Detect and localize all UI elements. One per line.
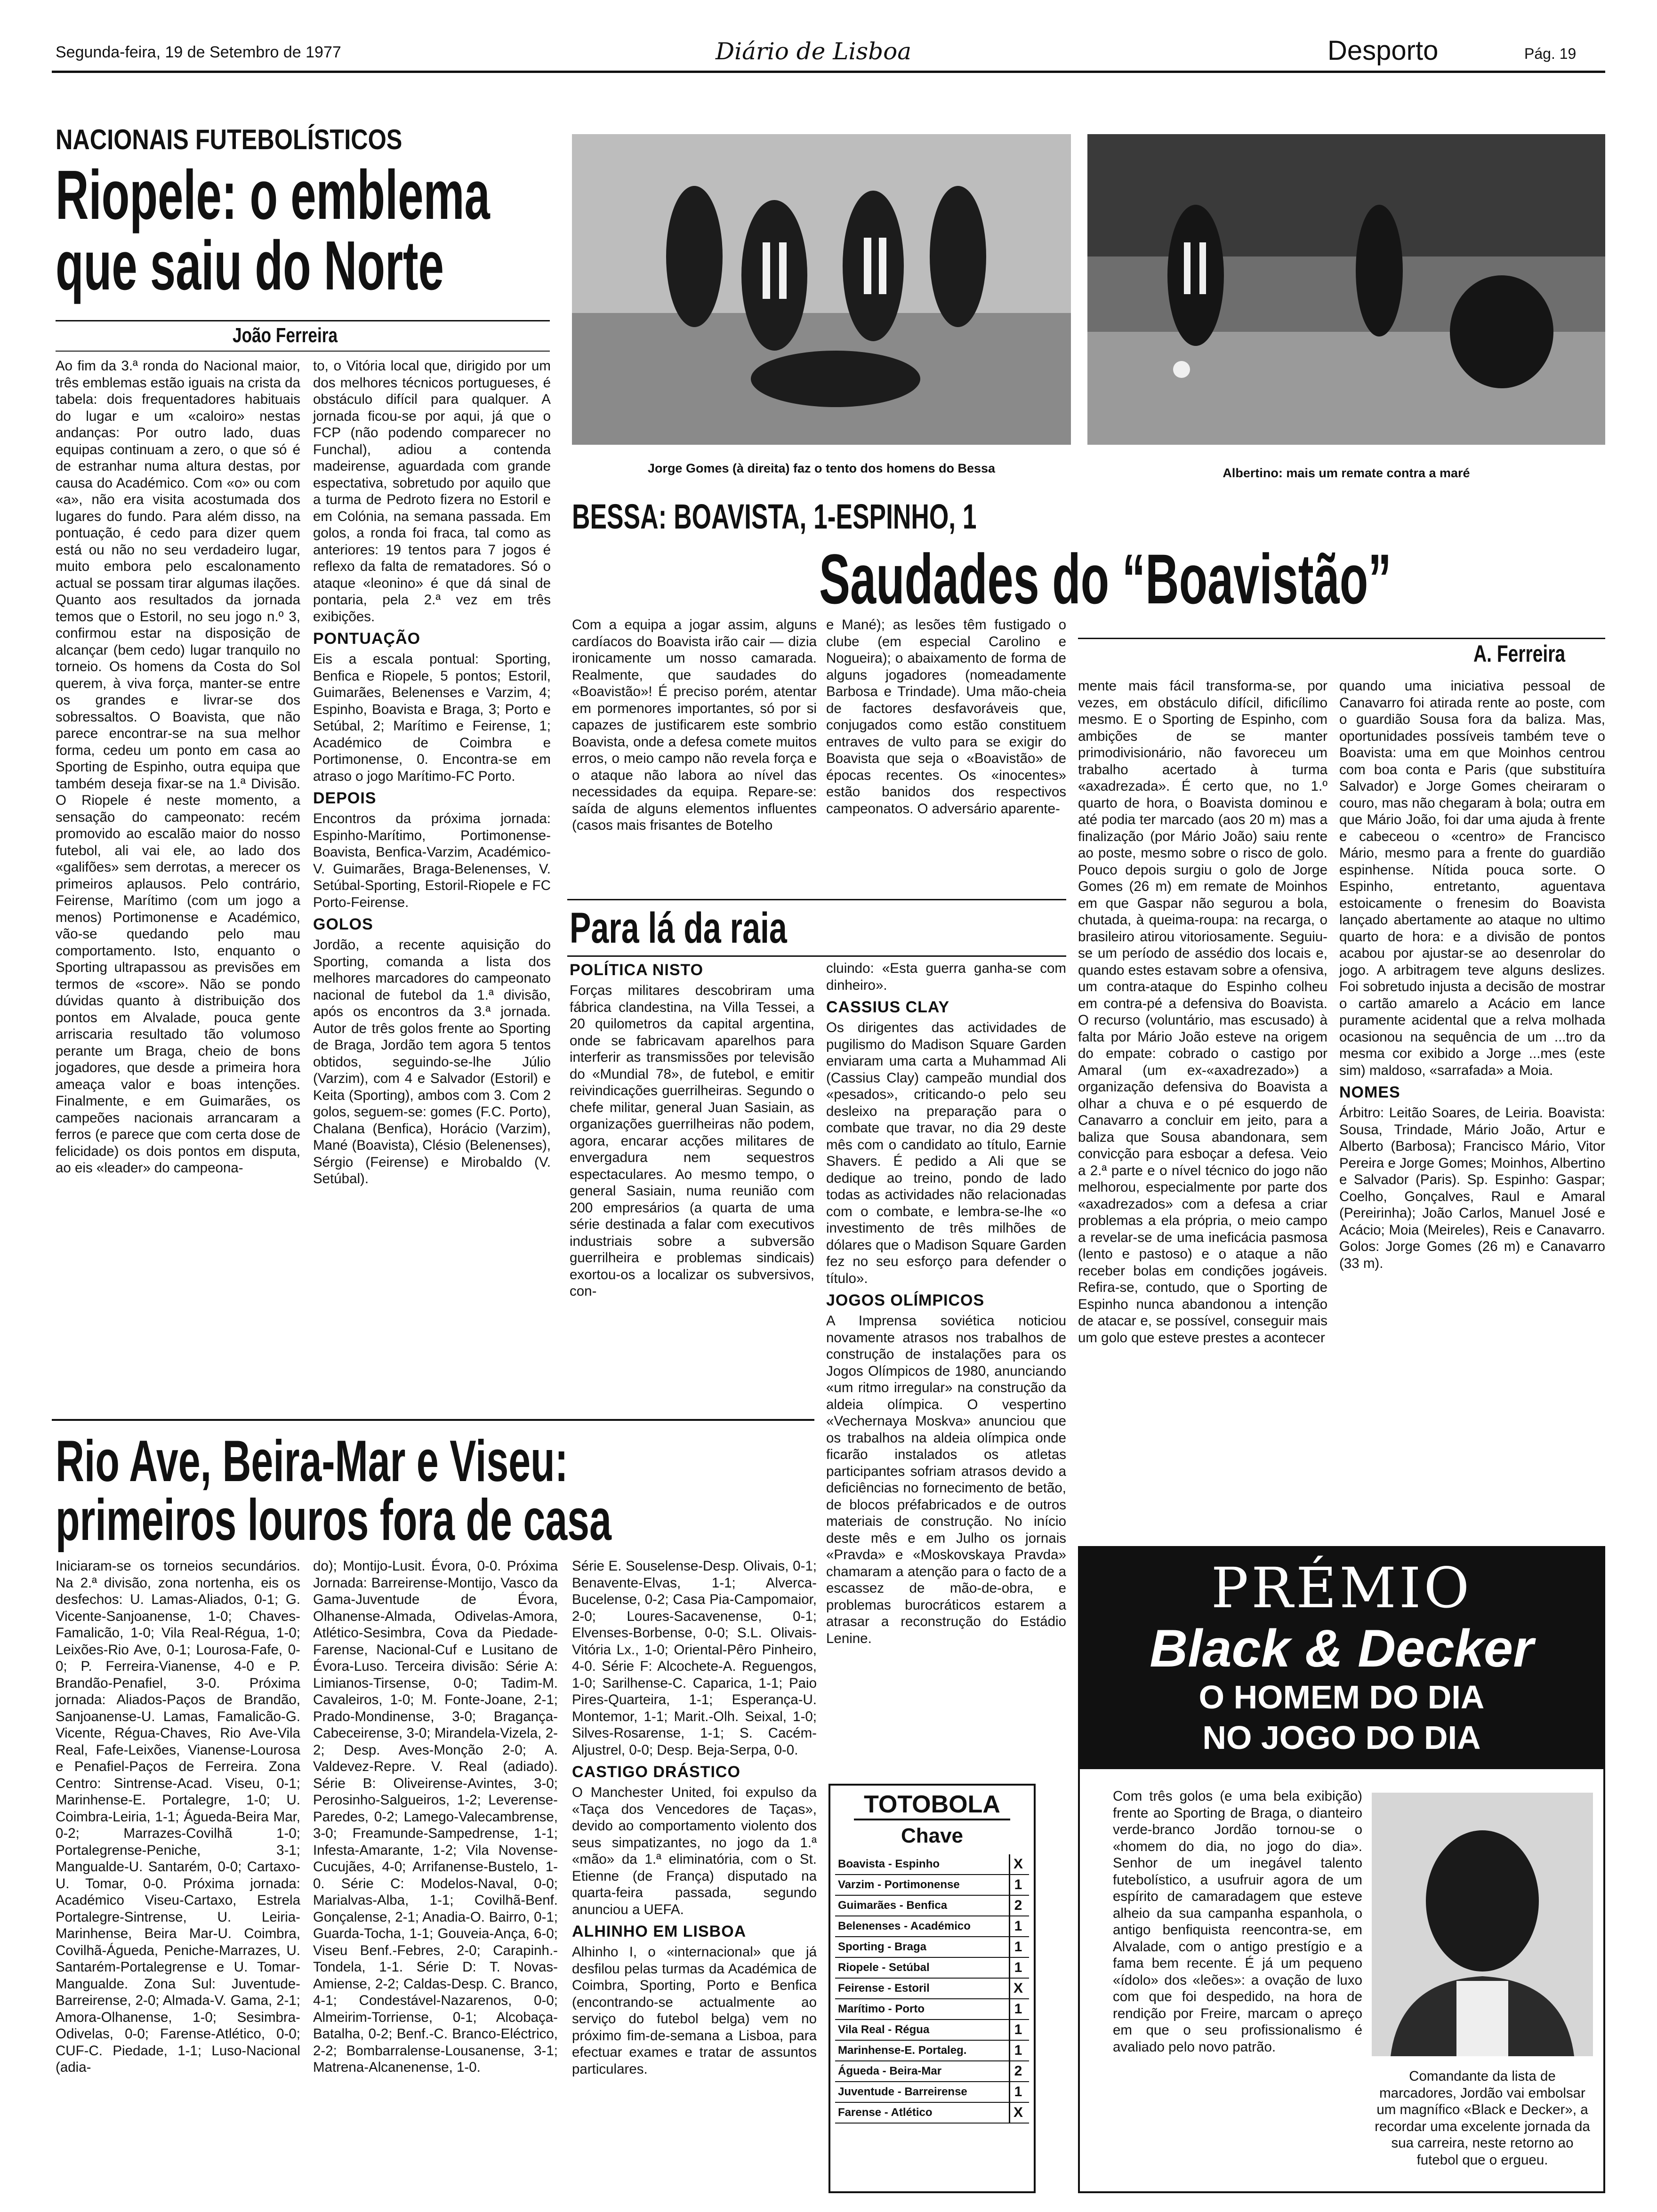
article2-column-4-text: quando uma iniciativa pessoal de Canavarro foi atirada rente ao poste, com o guardião Sousa fora da baliza. Mas, oportunidades possíveis também teve o Boavista: uma em que Moinhos centrou com boa conta e Paris (que substituíra Salvador) e Jorge Gomes cheiraram o couro, mas não chegaram à bola; outra em que Mário João, foi dar uma ajuda à frente e cabeceou o «centro» de Francisco Mário, mesmo para a frente do guardião espinhense. Nítida pouca sorte. O Espinho, entretanto, aguentava estoicamente o frenesim do Boavista lançado abertamente ao ataque no ultimo quarto de hora: e a divisão de pontos acabou por ajustar-se ao desenrolar do jogo. A arbitragem teve alguns deslizes. Foi sobretudo injusta a decisão de mostrar o cartão amarelo a Acácio em lance puramente acidental que a relva molhada ocasionou na sequência de um ...tro da mesma cor exibido a Jorge ...mes (este sim) maldoso, «sarrafada» a Moia. bbox=[1339, 678, 1605, 1078]
totobola-mark: X bbox=[1009, 2103, 1026, 2123]
article2-byline-rule bbox=[1078, 638, 1605, 639]
article1-subhead-golos: GOLOS bbox=[313, 915, 373, 933]
ad-line2: O HOMEM DO DIA bbox=[1199, 1679, 1485, 1715]
masthead-page-number: Pág. 19 bbox=[1524, 45, 1577, 62]
article3-column-2-text-c: A Imprensa soviética noticiou novamente atrasos nos trabalhos de construção de instalações para os Jogos Olímpicos de 1980, anunciando «um ritmo irregular» na construção da aldeia olímpica. O vespertino «Vechernaya Moskva» anunciou que os trabalhos na aldeia olímpica onde ficarão instalados os atletas participantes sofriam atrasos devido a deficiências no fornecimento de betão, de blocos préfabricados e de outros materiais de construção. No início deste mês e em Julho os jornais «Pravda» e «Moskovskaya Pravda» chamaram a atenção para o facto de a escassez de mão-de-obra, e problemas burocráticos estarem a atrasar a reconstrução do Estádio Lenine. bbox=[826, 1313, 1066, 1646]
ad-header bbox=[1080, 1548, 1603, 1769]
totobola-mark: 1 bbox=[1009, 1999, 1026, 2019]
masthead-date: Segunda-feira, 19 de Setembro de 1977 bbox=[56, 43, 341, 61]
totobola-mark: 1 bbox=[1009, 1916, 1026, 1936]
totobola-game: Belenenses - Académico bbox=[838, 1920, 971, 1932]
ad-line3: NO JOGO DO DIA bbox=[1202, 1719, 1481, 1756]
totobola-game: Águeda - Beira-Mar bbox=[838, 2065, 942, 2077]
totobola-game: Sporting - Braga bbox=[838, 1940, 927, 1953]
totobola-box bbox=[828, 1784, 1036, 2193]
totobola-row bbox=[835, 1916, 1029, 1937]
totobola-row bbox=[835, 2082, 1029, 2103]
totobola-row bbox=[835, 2020, 1029, 2041]
totobola-mark: 1 bbox=[1009, 1875, 1026, 1895]
totobola-row bbox=[835, 1958, 1029, 1979]
article2-byline: A. Ferreira bbox=[1473, 641, 1566, 667]
article3-column-2-text-a: cluindo: «Esta guerra ganha-se com dinheiro». bbox=[826, 961, 1066, 993]
article4-column-2: do); Montijo-Lusit. Évora, 0-0. Próxima Jornada: Barreirense-Montijo, Vasco da Gama-Juventude de Évora, Olhanense-Almada, Odivelas-Amora, Atlético-Sesimbra, Cova da Piedade-Farense, Nacional-Cuf e Lusitano de Évora-Luso. Terceira divisão: Série A: Limianos-Tirsense, 0-0; Tadim-M. Cavaleiros, 1-0; M. Fonte-Joane, 2-1; Prado-Mondinense, 3-0; Bragança-Cabeceirense, 3-0; Mirandela-Vizela, 2-2; Desp. Aves-Monção 2-0; A. Valdevez-Repre. V. Real (adiado). Série B: Oliveirense-Avintes, 3-0; Perosinho-Salgueiros, 1-2; Leverense-Paredes, 0-2; Lamego-Valecambrense, 3-0; Freamunde-Sampedrense, 1-1; Infesta-Amarante, 1-2; Vila Novense-Cucujães, 4-0; Arrifanense-Bustelo, 1-0. Série C: Modelos-Naval, 0-0; Marialvas-Alba, 1-1; Covilhã-Benf. Gonçalense, 2-1; Anadia-O. Bairro, 0-1; Guarda-Tocha, 1-1; Gouveia-Ança, 6-0; Viseu Benf.-Febres, 2-0; Carapinh.-Tondela, 1-1. Série D: T. Novas-Amiense, 2-2; Caldas-Desp. C. Branco, 4-1; Condestável-Nazarenos, 0-0; Almeirim-Torriense, 0-1; Alcobaça-Batalha, 0-2; Benf.-C. Branco-Eléctrico, 2-2; Bombarralense-Lousanense, 3-1; Matrena-Alcanenense, 1-0. bbox=[313, 1558, 558, 2075]
totobola-game: Farense - Atlético bbox=[838, 2106, 933, 2119]
totobola-row bbox=[835, 1999, 1029, 2020]
totobola-game: Boavista - Espinho bbox=[838, 1858, 940, 1870]
masthead-rule bbox=[52, 71, 1605, 73]
totobola-row bbox=[835, 1937, 1029, 1958]
photo-jorge-gomes-image bbox=[572, 134, 1071, 445]
totobola-game: Marinhense-E. Portaleg. bbox=[838, 2044, 967, 2057]
article1-kicker: NACIONAIS FUTEBOLÍSTICOS bbox=[56, 124, 402, 155]
article4-column-3-text-c: Alhinho I, o «internacional» que já desfilou pelas turmas da Académica de Coimbra, Sporting, Porto e Benfica (encontrando-se actualmente ao serviço do futebol belga) vem no próximo fim-de-semana a Lisboa, para efectuar exames e tratar de assuntos particulares. bbox=[572, 1944, 817, 2077]
totobola-row bbox=[835, 1854, 1029, 1875]
ad-jordao-photo bbox=[1372, 1793, 1593, 2056]
totobola-mark: 1 bbox=[1009, 1958, 1026, 1978]
photo-jorge-gomes-caption: Jorge Gomes (à direita) faz o tento dos homens do Bessa bbox=[647, 461, 996, 475]
article3-column-1-text: Forças militares descobriram uma fábrica clandestina, na Villa Tessei, a 20 quilometros da capital argentina, onde se fabricavam aparelhos para interferir as transmissões por televisão do «Mundial 78», de futebol, e emitir reivindicações guerrilheiras. Segundo o chefe militar, general Juan Sasiain, as organizações guerrilheiras não podem, agora, encarar acções militares de envergadura nem sequestros espectaculares. Ao mesmo tempo, o general Sasiain, numa reunião com 200 empresários (a quarta de uma série destinada a falar com executivos industriais sobre a subversão guerrilheira e problemas sindicais) exortou-os a localizar os subversivos, con- bbox=[570, 983, 814, 1299]
article2-column-2: e Mané); as lesões têm fustigado o clube (em especial Carolino e Nogueira); o abaixamento de forma de alguns jogadores (nomeadamente Barbosa e Trindade). Uma mão-cheia de factores desfavoráveis que, conjugados como estão constituem entraves de vulto para se exigir do Boavista que seja o «Boavistão» de épocas recentes. Os «inocentes» estão banidos dos respectivos campeonatos. O adversário aparente- bbox=[826, 617, 1066, 817]
article2-nomes-text: Árbitro: Leitão Soares, de Leiria. Boavista: Sousa, Trindade, Mário João, Artur e Alberto (Barbosa); Francisco Mário, Vitor Pereira e Jorge Gomes; Moinhos, Albertino e Salvador (Paris). Sp. Espinho: Gaspar; Coelho, Gonçalves, Raul e Amaral (Pereirinha); João Carlos, Manuel José e Acácio; Moia (Meireles), Reis e Canavarro. Golos: Jorge Gomes (26 m) e Canavarro (33 m). bbox=[1339, 1105, 1605, 1271]
totobola-row bbox=[835, 1875, 1029, 1896]
article3-column-2 bbox=[826, 960, 1066, 1646]
ad-line1: PRÉMIO bbox=[1211, 1555, 1472, 1620]
article1-byline-rule-bottom bbox=[56, 351, 550, 352]
article1-headline-line2: que saiu do Norte bbox=[56, 227, 444, 305]
totobola-game: Guimarães - Benfica bbox=[838, 1899, 948, 1912]
article3-subhead-cassius: CASSIUS CLAY bbox=[826, 998, 950, 1016]
totobola-mark: 2 bbox=[1009, 2061, 1026, 2081]
article2-column-4 bbox=[1339, 678, 1605, 1534]
article3-subhead-politica: POLÍTICA NISTO bbox=[570, 961, 704, 979]
totobola-game: Vila Real - Régua bbox=[838, 2023, 930, 2036]
ad-jordao-image bbox=[1372, 1793, 1593, 2056]
masthead-paper-name: Diário de Lisboa bbox=[716, 38, 912, 65]
article3-headline-rule bbox=[567, 955, 1066, 957]
article4-subhead-alhinho: ALHINHO EM LISBOA bbox=[572, 1923, 747, 1940]
totobola-title: TOTOBOLA bbox=[854, 1790, 1010, 1820]
article4-subhead-castigo: CASTIGO DRÁSTICO bbox=[572, 1763, 740, 1781]
article2-kicker: BESSA: BOAVISTA, 1-ESPINHO, 1 bbox=[572, 497, 977, 536]
article1-column-2-text-b: Eis a escala pontual: Sporting, Benfica e Riopele, 5 pontos; Estoril, Guimarães, Belenenses e Varzim, 4; Espinho, Boavista e Braga, 3; Porto e Setúbal, 2; Marítimo e Feirense, 1; Académico de Coimbra e Portimonense, 0. Encontra-se em atraso o jogo Marítimo-FC Porto. bbox=[313, 651, 551, 784]
totobola-mark: 1 bbox=[1009, 2041, 1026, 2060]
article1-subhead-depois: DEPOIS bbox=[313, 789, 377, 807]
totobola-game: Varzim - Portimonense bbox=[838, 1878, 960, 1891]
totobola-game: Marítimo - Porto bbox=[838, 2003, 925, 2015]
article1-byline-rule bbox=[56, 320, 550, 321]
photo-albertino-image bbox=[1087, 134, 1605, 445]
article3-column-1 bbox=[570, 960, 814, 1431]
totobola-row bbox=[835, 1896, 1029, 1916]
article1-subhead-pontuacao: PONTUAÇÃO bbox=[313, 630, 421, 648]
article4-headline-line2: primeiros louros fora de casa bbox=[56, 1488, 611, 1553]
ad-brand: Black & Decker bbox=[1150, 1619, 1534, 1678]
totobola-subtitle: Chave bbox=[901, 1824, 964, 1847]
article1-column-2-text-a: to, o Vitória local que, dirigido por um dos melhores técnicos portugueses, é obstáculo difícil para qualquer. A jornada ficou-se por aqui, já que o FCP (não podendo comparecer no Funchal), adiou a contenda madeirense, aguardada com grande espectativa, sobretudo por aquilo que a turma de Pedroto fizera no Estoril e em Colónia, na semana passada. Em golos, a ronda foi fraca, tal como as anteriores: 19 tentos para 7 jogos é reflexo da falta de rematadores. Só o ataque «leonino» é que dá sinal de pontaria, pela 2.ª vez em três exibições. bbox=[313, 358, 551, 625]
totobola-row bbox=[835, 2103, 1029, 2124]
article3-top-rule bbox=[567, 899, 1066, 900]
ad-body: Com três golos (e uma bela exibição) frente ao Sporting de Braga, o dianteiro verde-branco Jordão tornou-se o «homem do dia, no jogo do dia». Senhor de um inegável talento futebolístico, a usufruir agora de um espírito de camaradagem que esteve alheio da sua campanha espanhola, o antigo benfiquista reencontra-se, em Alvalade, com o antigo prestígio e a fama bem recente. É já um pequeno «ídolo» dos «leões»: a ovação de luxo com que foi despedido, na hora de rendição por Freire, marcam o apreço em que o seu profissionalismo é avaliado pelo novo patrão. bbox=[1113, 1788, 1362, 2055]
article3-headline: Para lá da raia bbox=[570, 904, 787, 952]
photo-albertino-caption: Albertino: mais um remate contra a maré bbox=[1223, 466, 1470, 480]
totobola-mark: 2 bbox=[1009, 1896, 1026, 1915]
article3-column-2-text-b: Os dirigentes das actividades de pugilismo do Madison Square Garden enviaram uma carta a Muhammad Ali (Cassius Clay) campeão mundial dos «pesados», criticando-o pelo seu desleixo na preparação para o combate que travar, no dia 29 deste mês com o candidato ao título, Earnie Shavers. É pedido a Ali que se dedique ao treino, pondo de lado todas as actividades não relacionadas com o combate, e lembra-se-lhe «o investimento de três milhões de dólares que o Madison Square Garden fez no seu esforço para defender o título». bbox=[826, 1020, 1066, 1286]
article2-subhead-nomes: NOMES bbox=[1339, 1083, 1400, 1101]
photo-albertino bbox=[1087, 134, 1605, 445]
totobola-mark: X bbox=[1009, 1854, 1026, 1874]
totobola-mark: X bbox=[1009, 1979, 1026, 1998]
article4-column-3 bbox=[572, 1558, 817, 2198]
ad-black-decker bbox=[1078, 1546, 1605, 2193]
totobola-game: Juventude - Barreirense bbox=[838, 2085, 967, 2098]
totobola-row bbox=[835, 1979, 1029, 1999]
article4-headline-line1: Rio Ave, Beira-Mar e Viseu: bbox=[56, 1429, 568, 1494]
article1-column-2-text-c: Encontros da próxima jornada: Espinho-Marítimo, Portimonense-Boavista, Benfica-Varzim, Académico-V. Guimarães, Braga-Belenenses, V. Setúbal-Sporting, Estoril-Riopele e FC Porto-Feirense. bbox=[313, 811, 551, 910]
article2-headline: Saudades do “Boavistão” bbox=[819, 539, 1392, 618]
totobola-list bbox=[835, 1854, 1029, 2124]
article1-column-2-text-d: Jordão, a recente aquisição do Sporting, comanda a lista dos melhores marcadores do campeonato nacional de futebol da 1.ª divisão, após os encontros da 3.ª jornada. Autor de três golos frente ao Sporting de Braga, Jordão tem agora 5 tentos obtidos, seguindo-se-lhe Júlio (Varzim), com 4 e Salvador (Estoril) e Keita (Sporting), ambos com 3. Com 2 golos, seguem-se: gomes (F.C. Porto), Chalana (Benfica), Horácio (Varzim), Mané (Boavista), Clésio (Belenenses), Sérgio (Feirense) e Mirobaldo (V. Setúbal). bbox=[313, 937, 551, 1186]
totobola-mark: 1 bbox=[1009, 1937, 1026, 1957]
article4-column-1: Iniciaram-se os torneios secundários. Na 2.ª divisão, zona nortenha, eis os desfechos: U. Lamas-Aliados, 0-1; G. Vicente-Sanjoanense, 1-0; Chaves-Famalicão, 1-0; Vila Real-Régua, 1-0; Leixões-Rio Ave, 0-1; Lourosa-Fafe, 0-0; P. Ferreira-Vianense, 4-0 e P. Brandão-Penafiel, 3-0. Próxima jornada: Aliados-Paços de Brandão, Sanjoanense-U. Lamas, Famalicão-G. Vicente, Régua-Chaves, Rio Ave-Vila Real, Fafe-Leixões, Vianense-Lourosa e Penafiel-Paços de Ferreira. Zona Centro: Sintrense-Acad. Viseu, 0-1; Marinhense-E. Portalegre, 1-0; U. Coimbra-Leiria, 1-1; Águeda-Beira Mar, 0-2; Marrazes-Covilhã 1-0; Portalegrense-Peniche, 3-1; Mangualde-U. Santarém, 0-0; Cartaxo-U. Tomar, 0-0. Próxima jornada: Académico Viseu-Cartaxo, Estrela Portalegre-Sintrense, U. Leiria-Marinhense, Beira Mar-U. Coimbra, Covilhã-Águeda, Peniche-Marrazes, U. Santarém-Portalegrense e U. Tomar-Mangualde. Zona Sul: Juventude-Barreirense, 2-0; Almada-V. Gama, 2-1; Amora-Olhanense, 1-0; Sesimbra-Odivelas, 0-0; Farense-Atlético, 0-0; CUF-C. Piedade, 1-1; Luso-Nacional (adia- bbox=[56, 1558, 300, 2075]
article1-byline: João Ferreira bbox=[233, 324, 338, 347]
article4-top-rule bbox=[52, 1419, 814, 1421]
article4-column-3-text-b: O Manchester United, foi expulso da «Taça dos Vencedores de Taças», devido ao comportamento violento dos seus simpatizantes, no jogo da 1.ª «mão» da 1.ª eliminatória, com o St. Etienne (de França) disputado na quarta-feira passada, segundo anunciou a UEFA. bbox=[572, 1785, 817, 1917]
totobola-game: Riopele - Setúbal bbox=[838, 1961, 930, 1974]
totobola-game: Feirense - Estoril bbox=[838, 1982, 930, 1995]
article4-column-3-text-a: Série E. Souselense-Desp. Olivais, 0-1; Benavente-Elvas, 1-1; Alverca-Bucelense, 0-2; Casa Pia-Campomaior, 2-0; Loures-Sacavenense, 0-1; Elvenses-Borbense, 0-0; S.L. Olivais-Vitória Lx., 1-0; Oriental-Pêro Pinheiro, 4-0. Série F: Alcochete-A. Reguengos, 1-0; Sarilhense-C. Caparica, 1-1; Paio Pires-Quarteira, 1-1; Esperança-U. Montemor, 1-1; Marit.-Olh. Seixal, 1-0; Silves-Rosarense, 1-1; S. Cacém-Aljustrel, 0-0; Desp. Beja-Serpa, 0-0. bbox=[572, 1558, 817, 1758]
article2-column-3: mente mais fácil transforma-se, por vezes, em obstáculo difícil, dificílimo mesmo. E o Sporting de Espinho, com ambições de se manter primodivisionário, não favoreceu um trabalho acertado à turma «axadrezada». É certo que, no 1.º quarto de hora, o Boavista dominou e até podia ter marcado (aos 20 m) mas a finalização (por Mário João) saiu rente ao poste, mesmo sobre o risco de golo. Pouco depois surgiu o golo de Jorge Gomes (26 m) em remate de Moinhos em que Gaspar não segurou a bola, chutada, à queima-roupa: na recarga, o brasileiro atirou vitoriosamente. Seguiu-se um período de assédio dos locais e, quando estes estavam sobre a ofensiva, um contra-ataque do Espinho colheu em contra-pé a defensiva do Boavista. O recurso (voluntário, mas escusado) à falta por Mário João esteve na origem do empate: cobrado o castigo por Amaral (um ex-«axadrezado») a organização defensiva do Boavista a olhar a chuva e o pé esquerdo de Canavarro a concluir em jeito, para a baliza que Sousa abandonara, sem convicção para esboçar a defesa. Veio a 2.ª parte e o nível técnico do jogo não melhorou, especialmente por parte dos «axadrezados» com a defesa a criar problemas a ela própria, o meio campo a revelar-se de uma ineficácia pasmosa (lento e pastoso) e o ataque a não receber bolas em condições jogáveis. Refira-se, contudo, que o Sporting de Espinho nunca abandonou a intenção de atacar e, se possível, conseguir mais um golo que esteve prestes a acontecer bbox=[1078, 678, 1327, 1346]
article1-column-1: Ao fim da 3.ª ronda do Nacional maior, três emblemas estão iguais na crista da tabela: dois frequentadores habituais do lugar e um «caloiro» nestas andanças: Por outro lado, duas equipas continuam a zero, o que só é de estranhar numa altura destas, por causa do Académico. Com «o» ou com «a», não era visita acostumada dos lugares do fundo. Para além disso, na pontuação, é cedo para dizer quem está ou não no seu verdadeiro lugar, muito embora pelo escalonamento actual se possam tirar algumas ilações. Quanto aos resultados da jornada temos que o Estoril, no seu jogo n.º 3, confirmou estar na disposição de alcançar (bem cedo) lugar tranquilo no torneio. Os homens da Costa do Sol querem, à viva força, manter-se entre os grandes e livrar-se dos sobressaltos. O Boavista, que não parece encontrar-se na sua melhor forma, cedeu um ponto em casa ao Sporting de Espinho, outra equipa que também deseja fixar-se na 1.ª Divisão. O Riopele é neste momento, a sensação do campeonato: recém promovido ao escalão maior do nosso futebol, ali vai ele, ao lado dos «galifões» sem derrotas, a merecer os primeiros aplausos. Pelo contrário, Feirense, Marítimo (com um jogo a menos) Portimonense e Académico, vão-se quedando pelo mau comportamento. Isto, enquanto o Sporting ultrapassou as previsões em termos de «score». Não se pondo dúvidas quanto à distribuição dos pontos em Alvalade, pouca gente arriscaria resultado tão volumoso perante um Braga, cheio de bons jogadores, que desde a primeira hora ameaça valor e boas intenções. Finalmente, e em Guimarães, os campeões nacionais arrancaram a ferros (e parece que com certa dose de felicidade) os dois pontos em disputa, ao eis «leader» do campeona- bbox=[56, 358, 300, 1176]
article1-column-2 bbox=[313, 358, 551, 1221]
totobola-mark: 1 bbox=[1009, 2082, 1026, 2102]
totobola-row bbox=[835, 2041, 1029, 2061]
ad-photo-caption: Comandante da lista de marcadores, Jordão vai embolsar um magnífico «Black e Decker», a recordar uma excelente jornada da sua carreira, neste retorno ao futebol que o ergueu. bbox=[1375, 2068, 1590, 2168]
totobola-mark: 1 bbox=[1009, 2020, 1026, 2040]
photo-jorge-gomes bbox=[572, 134, 1071, 445]
totobola-row bbox=[835, 2061, 1029, 2082]
article3-subhead-jogos: JOGOS OLÍMPICOS bbox=[826, 1291, 985, 1309]
masthead-section: Desporto bbox=[1327, 35, 1439, 66]
article2-column-1: Com a equipa a jogar assim, alguns cardíacos do Boavista irão cair — dizia ironicamente um nosso camarada. Realmente, que saudades do «Boavistão»! É preciso porém, atentar em pormenores importantes, só por si capazes de justificarem este sombrio Boavista, onde a defesa comete muitos erros, o meio campo não revela força e o ataque não labora ao nível das necessidades da equipa. Repare-se: saída de alguns elementos influentes (casos mais frisantes de Botelho bbox=[572, 617, 817, 833]
article1-headline-line1: Riopele: o emblema bbox=[56, 156, 490, 234]
